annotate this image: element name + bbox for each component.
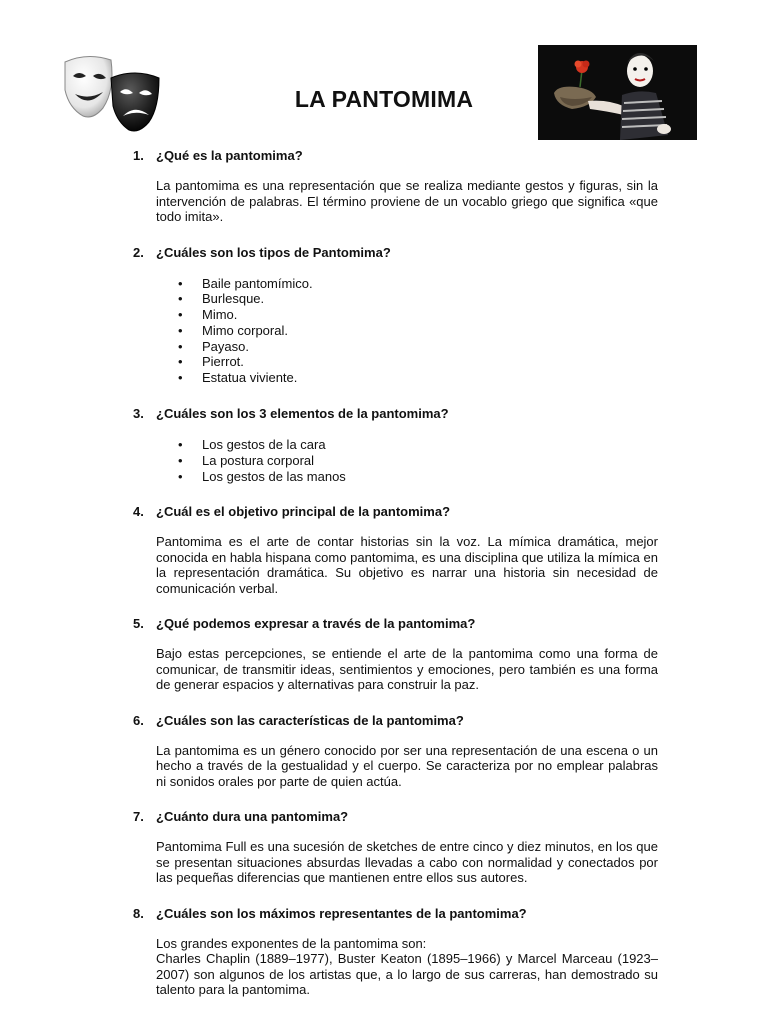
list-item: • Mimo. [0,307,768,323]
list-item: • Burlesque. [0,291,768,307]
list-item: • Baile pantomímico. [0,276,768,292]
bullet-list [0,276,768,387]
question-heading: 6. ¿Cuáles son las características de la pantomima? [133,712,464,728]
list-item: • Payaso. [0,339,768,355]
answer-paragraph: La pantomima es una representación que se realiza mediante gestos y figuras, sin la intervención de palabras. El término proviene de un vocablo griego que significa «que todo imita». [156,178,658,224]
list-item: • Pierrot. [0,354,768,370]
question-heading: 3. ¿Cuáles son los 3 elementos de la pantomima? [133,406,449,422]
answer-paragraph: Pantomima Full es una sucesión de sketches de entre cinco y diez minutos, en los que se presentan situaciones absurdas llevadas a cabo con normalidad y conectados por las pequeñas diferencias que mantienen entre ellos sus autores. [156,839,658,886]
question-heading: 2. ¿Cuáles son los tipos de Pantomima? [133,244,391,260]
list-item: • Estatua viviente. [0,370,768,386]
list-item: • Los gestos de la cara [0,437,768,453]
mime-photo [538,45,697,140]
question-heading: 7. ¿Cuánto dura una pantomima? [133,809,349,825]
page-title: LA PANTOMIMA [294,86,474,112]
question-heading: 5. ¿Qué podemos expresar a través de la pantomima? [133,616,476,632]
question-heading: 4. ¿Cuál es el objetivo principal de la pantomima? [133,504,451,520]
list-item: • La postura corporal [0,453,768,469]
question-heading: 1. ¿Qué es la pantomima? [133,148,303,163]
answer-paragraph: Bajo estas percepciones, se entiende el arte de la pantomima como una forma de comunicar, de transmitir ideas, sentimientos y emociones, pero también es una forma de generar espacios y alternativas para construir la paz. [156,646,658,693]
answer-paragraph: Charles Chaplin (1889–1977), Buster Keaton (1895–1966) y Marcel Marceau (1923–2007) son algunos de los artistas que, a lo largo de sus carreras, han demostrado su talento para la pantomima. [156,951,658,998]
question-heading: 8. ¿Cuáles son los máximos representantes de la pantomima? [133,905,527,921]
document-body [0,148,768,998]
list-item: • Los gestos de las manos [0,469,768,485]
list-item: • Mimo corporal. [0,323,768,339]
answer-paragraph: Los grandes exponentes de la pantomima son: [156,935,427,951]
bullet-list [0,437,768,484]
answer-paragraph: La pantomima es un género conocido por ser una representación de una escena o un hecho a través de la gestualidad y el cuerpo. Se caracteriza por no emplear palabras ni sonidos orales por parte de quien actúa. [156,742,658,789]
answer-paragraph: Pantomima es el arte de contar historias sin la voz. La mímica dramática, mejor conocida en habla hispana como pantomima, es una disciplina que utiliza la mímica en la representación dramática. Su objetivo es narrar una historia sin necesidad de comunicación verbal. [156,534,658,596]
